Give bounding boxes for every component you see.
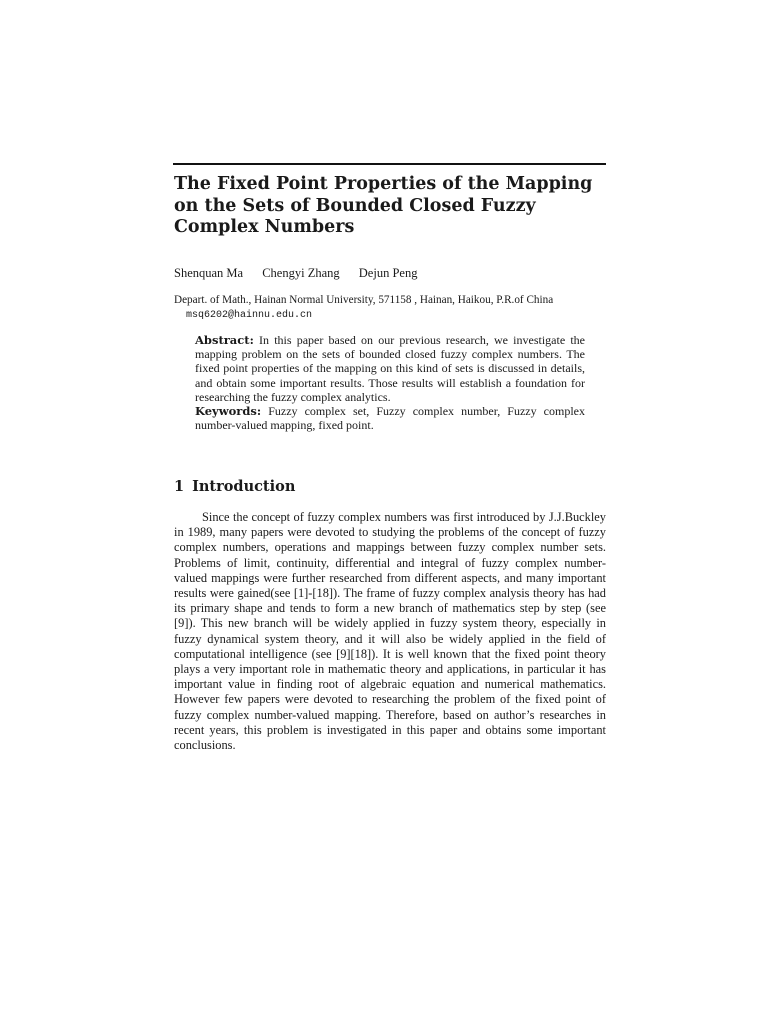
author-name: Chengyi Zhang [262, 266, 340, 280]
abstract-label: Abstract: [195, 333, 254, 347]
author-list [174, 266, 417, 281]
abstract-block [195, 333, 585, 432]
affiliation-text: Depart. of Math., Hainan Normal University, 571158 , Hainan, Haikou, P.R.of China [174, 294, 554, 306]
keywords-paragraph [195, 404, 585, 432]
title-rule [173, 163, 606, 165]
affiliation-block [174, 293, 604, 323]
author-email: msq6202@hainnu.edu.cn [186, 310, 313, 321]
keywords-label: Keywords: [195, 404, 262, 419]
author-name: Dejun Peng [358, 266, 418, 280]
section-heading [174, 478, 295, 496]
author-name: Shenquan Ma [174, 266, 244, 280]
keywords-text: Fuzzy complex set, Fuzzy complex number, Fuzzy complex number-valued mapping, fixed point. [195, 404, 586, 433]
abstract-text: In this paper based on our previous research, we investigate the mapping problem on the sets of bounded closed fuzzy complex numbers. The fixed point properties of the mapping on this kind of sets is discussed in details, and obtain some important results. Those results will establish a foundation for researching the fuzzy complex analytics. [195, 333, 586, 404]
section-number: 1 [174, 478, 185, 495]
paper-title: The Fixed Point Properties of the Mapping on the Sets of Bounded Closed Fuzzy Complex Numbers [174, 174, 593, 237]
abstract-paragraph [195, 333, 585, 404]
intro-paragraph: Since the concept of fuzzy complex numbers was first introduced by J.J.Buckley in 1989, many papers were devoted to studying the problems of the concept of fuzzy complex numbers, operations and mappings between fuzzy complex number sets. Problems of limit, continuity, differential and integral of fuzzy complex number-valued mappings were further researched from different aspects, and many important results were gained(see [1]-[18]). The frame of fuzzy complex analysis theory has had its primary shape and tends to form a new branch of mathematics step by step (see [9]). This new branch will be widely applied in fuzzy system theory, especially in fuzzy dynamical system theory, and it will also be widely applied in the field of computational intelligence (see [9][18]). It is well known that the fixed point theory plays a very important role in mathematic theory and applications, in particular it has important value in finding root of algebraic equation and numerical mathematics. However few papers were devoted to researching the problem of the fixed point of fuzzy complex number-valued mapping. Therefore, based on author’s researches in recent years, this problem is investigated in this paper and obtains some important conclusions. [174, 510, 606, 753]
section-title: Introduction [192, 478, 296, 495]
